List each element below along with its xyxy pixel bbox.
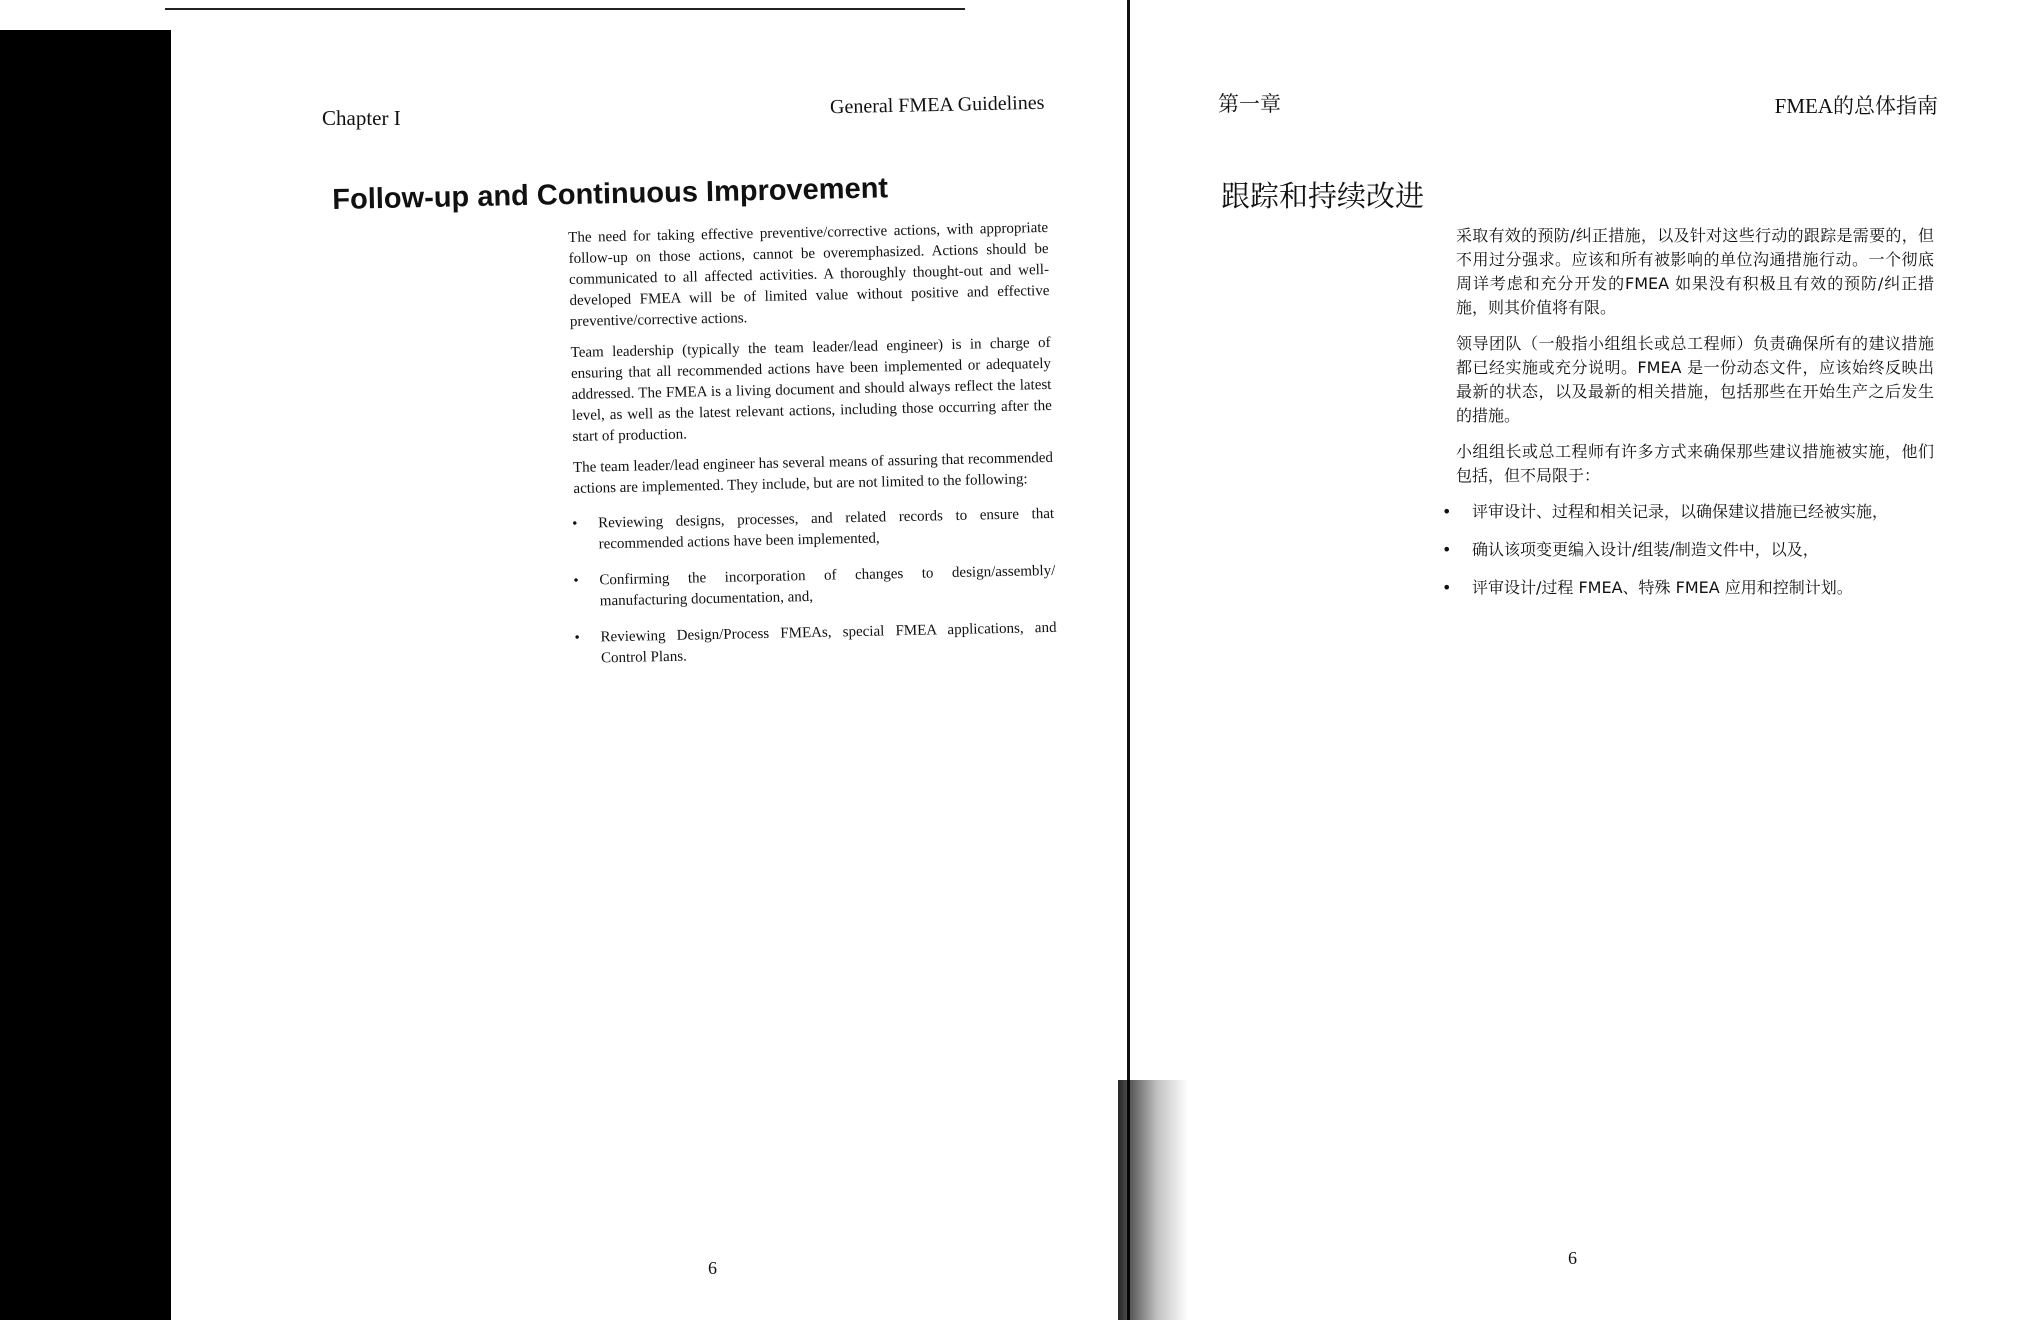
right-page-heading: 跟踪和持续改进 <box>1221 179 1425 213</box>
right-header-chapter: 第一章 <box>1218 92 1281 116</box>
right-bullet-item: • 评审设计/过程 FMEA、特殊 FMEA 应用和控制计划。 <box>1472 576 1934 600</box>
right-page-body <box>1456 224 1934 614</box>
right-paragraph: 领导团队（一般指小组组长或总工程师）负责确保所有的建议措施都已经实施或充分说明。FMEA 是一份动态文件，应该始终反映出最新的状态，以及最新的相关措施，包括那些在开始生产之后发生的措施。 <box>1456 334 1934 425</box>
scan-top-edge <box>165 8 965 28</box>
left-page-body <box>568 218 1057 685</box>
left-paragraph: The team leader/lead engineer has several means of assuring that recommended actions are implemented. They include, but are not limited to the following: <box>572 449 1054 497</box>
left-paragraph: Team leadership (typically the team leader/lead engineer) is in charge of ensuring that all recommended actions have been implemented or adequately addressed. The FMEA is a living document and should always reflect the latest level, as well as the latest relevant actions, including those occurring after the start of production. <box>570 334 1052 445</box>
right-bullet-list <box>1456 500 1934 600</box>
left-bullet-list <box>574 504 1057 670</box>
left-bullet-item: • Reviewing designs, processes, and related records to ensure that recommended actions have been implemented, <box>598 504 1055 556</box>
left-bullet-item: • Confirming the incorporation of changes to design/assembly/ manufacturing documentation, and, <box>599 561 1056 613</box>
left-header-title: General FMEA Guidelines <box>829 91 1045 119</box>
right-header-title: FMEA的总体指南 <box>1774 94 1938 118</box>
right-paragraph: 采取有效的预防/纠正措施，以及针对这些行动的跟踪是需要的，但不用过分强求。应该和所有被影响的单位沟通措施行动。一个彻底周详考虑和充分开发的FMEA 如果没有积极且有效的预防/纠正措施，则其价值将有限。 <box>1456 226 1934 317</box>
left-bullet-item: • Reviewing Design/Process FMEAs, special FMEA applications, and Control Plans. <box>600 618 1057 670</box>
left-header-chapter: Chapter I <box>322 106 401 130</box>
right-bullet-item: • 评审设计、过程和相关记录，以确保建议措施已经被实施， <box>1472 500 1934 524</box>
left-page-number: 6 <box>708 1258 717 1278</box>
right-page-number: 6 <box>1568 1248 1577 1268</box>
right-bullet-item: • 确认该项变更编入设计/组装/制造文件中，以及， <box>1472 538 1934 562</box>
right-paragraph: 小组组长或总工程师有许多方式来确保那些建议措施被实施，他们包括，但不局限于： <box>1456 442 1934 485</box>
gutter-shadow <box>1118 1080 1188 1320</box>
left-page-heading: Follow-up and Continuous Improvement <box>332 172 889 216</box>
left-paragraph: The need for taking effective preventive/corrective actions, with appropriate follow-up on those actions, cannot be overemphasized. Actions should be communicated to all affected activities. A thoroughly thought-out and well-developed FMEA will be of limited value without positive and effective preventive/corrective actions. <box>568 219 1050 330</box>
scan-black-margin <box>0 30 171 1320</box>
